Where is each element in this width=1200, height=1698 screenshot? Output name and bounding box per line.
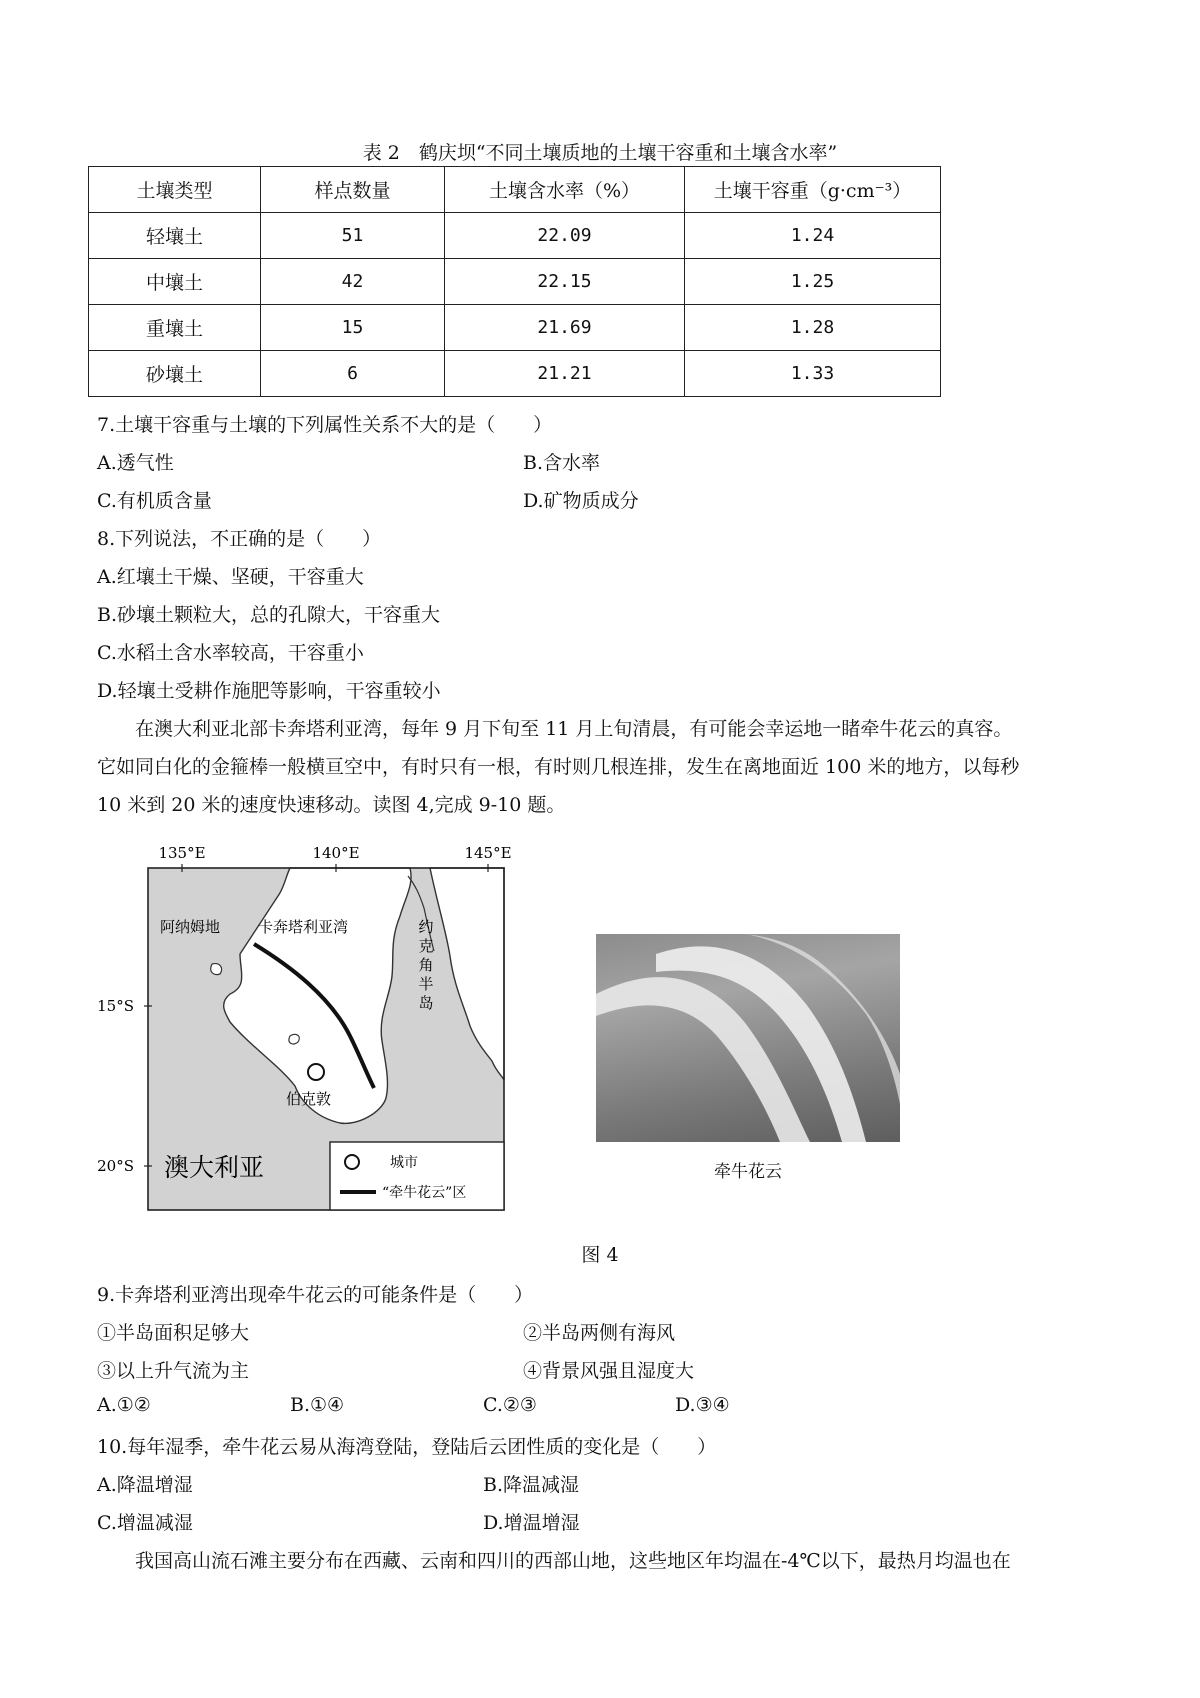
lat-label: 20°S bbox=[97, 1157, 134, 1175]
question-9-option-c: C.②③ bbox=[483, 1394, 537, 1416]
island bbox=[289, 1034, 299, 1044]
table-header-cell: 样点数量 bbox=[261, 167, 445, 213]
table-caption: 表 2 鹤庆坝“不同土壤质地的土壤干容重和土壤含水率” bbox=[362, 142, 838, 164]
table-cell: 21.69 bbox=[445, 305, 685, 351]
legend-city-icon bbox=[345, 1155, 359, 1169]
lon-label: 140°E bbox=[312, 844, 360, 862]
label-cape-york: 角 bbox=[418, 956, 434, 974]
question-8-option-b: B.砂壤土颗粒大，总的孔隙大，干容重大 bbox=[97, 604, 441, 626]
label-australia: 澳大利亚 bbox=[164, 1153, 265, 1182]
table-cell: 重壤土 bbox=[89, 305, 261, 351]
question-7-option-c: C.有机质含量 bbox=[97, 490, 212, 512]
passage-line-2: 它如同白化的金箍棒一般横亘空中，有时只有一根，有时则几根连排，发生在离地面近 100 米的地方，以每秒 bbox=[97, 756, 1020, 778]
table-cell: 中壤土 bbox=[89, 259, 261, 305]
question-7-stem: 7.土壤干容重与土壤的下列属性关系不大的是（ ） bbox=[97, 414, 553, 436]
question-8-option-a: A.红壤土干燥、坚硬，干容重大 bbox=[97, 566, 364, 588]
label-gulf: 卡奔塔利亚湾 bbox=[258, 918, 349, 936]
table-header-row bbox=[89, 167, 941, 213]
table-row bbox=[89, 351, 941, 397]
table-row bbox=[89, 305, 941, 351]
table-cell: 1.28 bbox=[685, 305, 941, 351]
island bbox=[211, 964, 222, 975]
table-cell: 1.24 bbox=[685, 213, 941, 259]
label-cape-york: 克 bbox=[418, 937, 434, 955]
city-marker bbox=[308, 1064, 324, 1080]
question-10-option-d: D.增温增湿 bbox=[483, 1512, 580, 1534]
question-9-statement-2: ②半岛两侧有海风 bbox=[523, 1322, 676, 1344]
question-7-option-a: A.透气性 bbox=[97, 452, 174, 474]
lon-label: 135°E bbox=[158, 844, 206, 862]
question-9-statement-1: ①半岛面积足够大 bbox=[97, 1322, 250, 1344]
question-8-option-c: C.水稻土含水率较高，干容重小 bbox=[97, 642, 364, 664]
table-row bbox=[89, 213, 941, 259]
question-7-option-b: B.含水率 bbox=[523, 452, 601, 474]
question-9-option-b: B.①④ bbox=[290, 1394, 345, 1416]
question-10-option-a: A.降温增湿 bbox=[97, 1474, 193, 1496]
question-10-stem: 10.每年湿季，牵牛花云易从海湾登陆，登陆后云团性质的变化是（ ） bbox=[97, 1436, 717, 1458]
question-10-option-b: B.降温减湿 bbox=[483, 1474, 580, 1496]
label-arnhem-land: 阿纳姆地 bbox=[160, 918, 221, 936]
soil-table bbox=[88, 166, 941, 397]
question-9-stem: 9.卡奔塔利亚湾出现牵牛花云的可能条件是（ ） bbox=[97, 1284, 534, 1306]
question-9-option-a: A.①② bbox=[97, 1394, 151, 1416]
gulf-of-carpentaria-map bbox=[90, 836, 530, 1216]
table-row bbox=[89, 259, 941, 305]
table-cell: 轻壤土 bbox=[89, 213, 261, 259]
question-8-option-d: D.轻壤土受耕作施肥等影响，干容重较小 bbox=[97, 680, 441, 702]
label-cape-york: 约 bbox=[418, 918, 434, 936]
passage-2-line-1: 我国高山流石滩主要分布在西藏、云南和四川的西部山地，这些地区年均温在-4℃以下，最热月均温也在 bbox=[135, 1550, 1011, 1572]
table-header-cell: 土壤干容重（g·cm⁻³） bbox=[685, 167, 941, 213]
table-cell: 1.33 bbox=[685, 351, 941, 397]
table-cell: 6 bbox=[261, 351, 445, 397]
question-10-option-c: C.增温减湿 bbox=[97, 1512, 193, 1534]
label-burketown: 伯克敦 bbox=[286, 1090, 332, 1108]
figure-title: 图 4 bbox=[581, 1244, 619, 1266]
passage-line-1: 在澳大利亚北部卡奔塔利亚湾，每年 9 月下旬至 11 月上旬清晨，有可能会幸运地一睹牵牛花云的真容。 bbox=[135, 718, 1013, 740]
table-cell: 42 bbox=[261, 259, 445, 305]
table-cell: 21.21 bbox=[445, 351, 685, 397]
question-8-stem: 8.下列说法，不正确的是（ ） bbox=[97, 528, 382, 550]
table-cell: 砂壤土 bbox=[89, 351, 261, 397]
lat-label: 15°S bbox=[97, 997, 134, 1015]
table-cell: 22.09 bbox=[445, 213, 685, 259]
label-cape-york: 岛 bbox=[418, 994, 434, 1012]
photo-caption: 牵牛花云 bbox=[714, 1162, 782, 1182]
label-cape-york: 半 bbox=[418, 975, 434, 993]
table-header-cell: 土壤类型 bbox=[89, 167, 261, 213]
question-7-option-d: D.矿物质成分 bbox=[523, 490, 639, 512]
question-9-statement-3: ③以上升气流为主 bbox=[97, 1360, 250, 1382]
table-cell: 1.25 bbox=[685, 259, 941, 305]
table-cell: 22.15 bbox=[445, 259, 685, 305]
table-cell: 51 bbox=[261, 213, 445, 259]
lon-label: 145°E bbox=[464, 844, 512, 862]
legend-cloud-label: “牵牛花云”区 bbox=[382, 1185, 467, 1201]
cloud-bands-image bbox=[596, 934, 900, 1142]
question-9-statement-4: ④背景风强且湿度大 bbox=[523, 1360, 695, 1382]
table-header-cell: 土壤含水率（%） bbox=[445, 167, 685, 213]
morning-glory-cloud-photo bbox=[596, 934, 900, 1142]
passage-line-3: 10 米到 20 米的速度快速移动。读图 4,完成 9-10 题。 bbox=[97, 794, 566, 816]
question-9-option-d: D.③④ bbox=[675, 1394, 730, 1416]
table-cell: 15 bbox=[261, 305, 445, 351]
legend-city-label: 城市 bbox=[390, 1155, 418, 1171]
